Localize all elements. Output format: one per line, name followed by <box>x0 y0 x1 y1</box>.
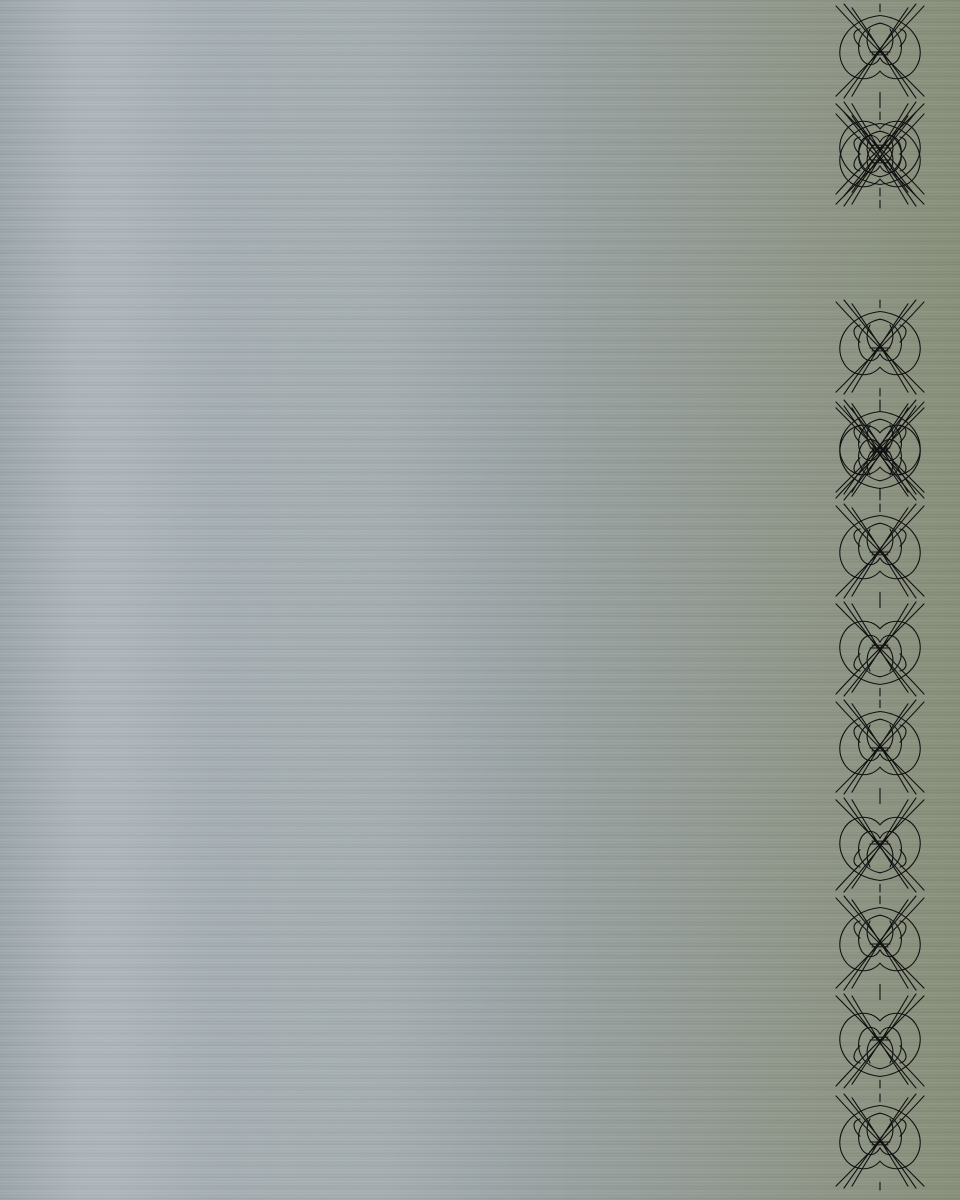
pinstripe-flourish-column <box>822 0 938 1200</box>
ornamental-border <box>822 0 938 1200</box>
